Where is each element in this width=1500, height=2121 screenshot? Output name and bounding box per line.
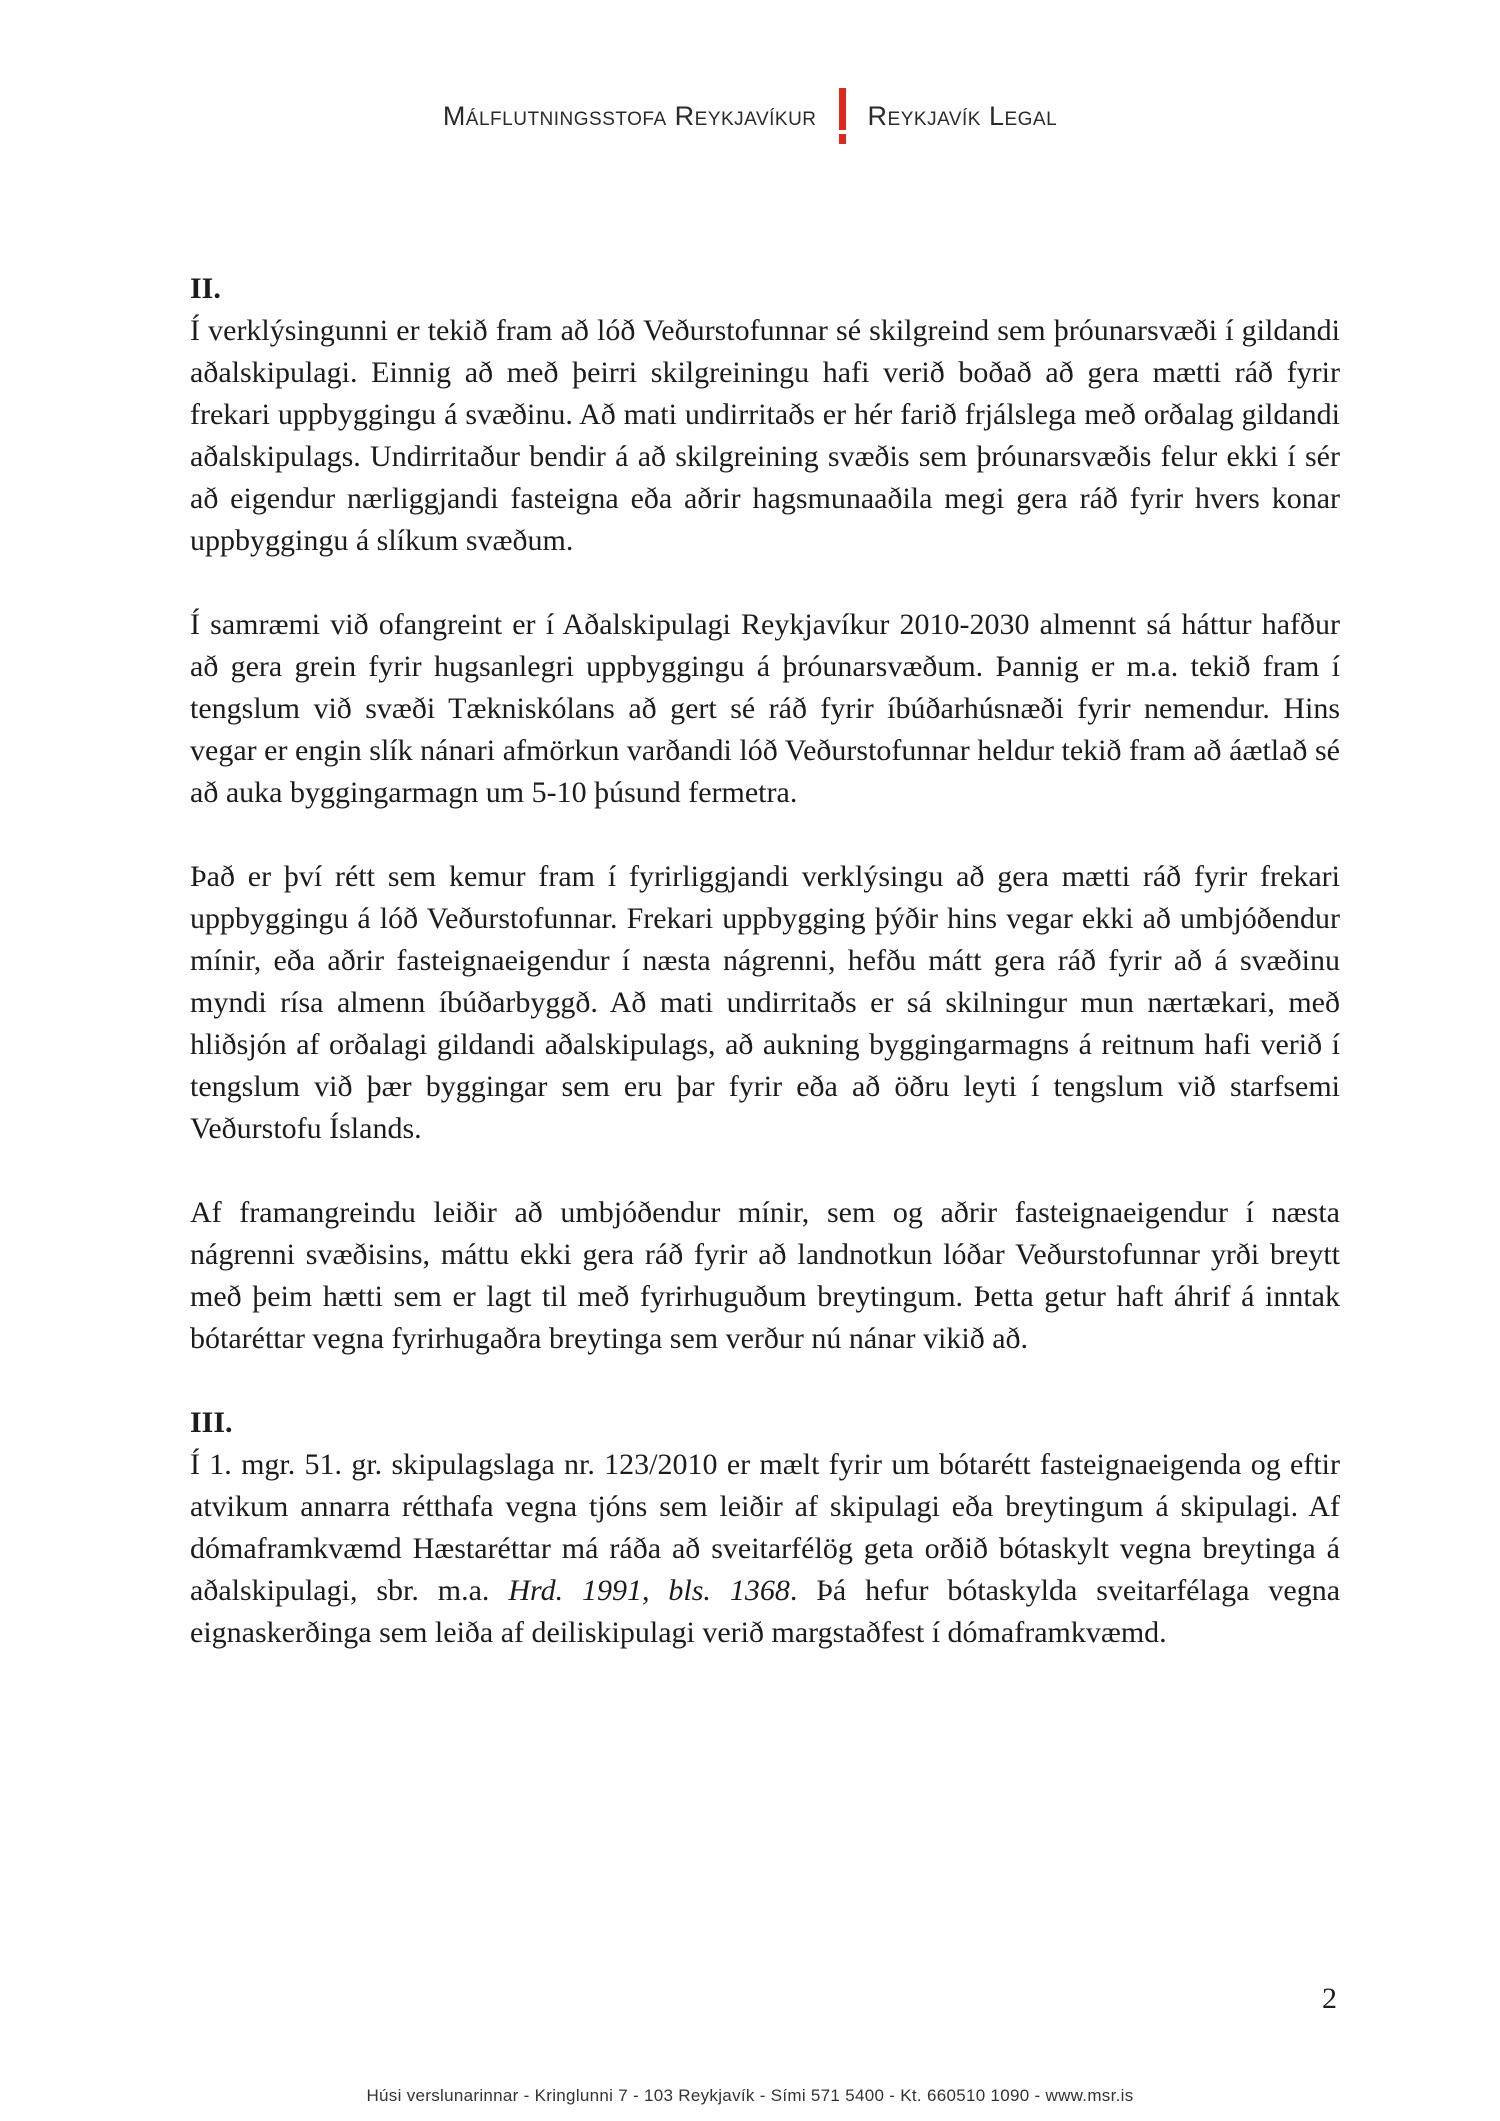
- letterhead-firm-name-icelandic: Málflutningsstofa Reykjavíkur: [442, 100, 817, 131]
- court-citation: Hrd. 1991, bls. 1368: [508, 1574, 790, 1607]
- section-ii-paragraph-4: Af framangreindu leiðir að umbjóðendur mínir, sem og aðrir fasteignaeigendur í næsta nágrenni svæðisins, máttu ekki gera ráð fyrir að landnotkun lóðar Veðurstofunnar yrði breytt með þeim hætti sem er lagt til með fyrirhuguðum breytingum. Þetta getur haft áhrif á inntak bótaréttar vegna fyrirhugaðra breytinga sem verður nú nánar vikið að.: [190, 1196, 1340, 1355]
- divider-bar-bottom: [839, 134, 846, 144]
- section-heading-ii: II.: [190, 272, 221, 305]
- letter-body: [190, 268, 1340, 1696]
- letterhead-firm-name-english: Reykjavík Legal: [867, 100, 1058, 131]
- section-iii-paragraph-1: [190, 1444, 1340, 1654]
- section-ii-paragraph-2: Í samræmi við ofangreint er í Aðalskipulagi Reykjavíkur 2010-2030 almennt sá háttur hafður að gera grein fyrir hugsanlegri uppbyggingu á þróunarsvæðum. Þannig er m.a. tekið fram í tengslum við svæði Tækniskólans að gert sé ráð fyrir íbúðarhúsnæði fyrir nemendur. Hins vegar er engin slík nánari afmörkun varðandi lóð Veðurstofunnar heldur tekið fram að áætlað sé að auka byggingarmagn um 5-10 þúsund fermetra.: [190, 608, 1340, 809]
- section-iii-text-before-citation: Í 1. mgr. 51. gr. skipulagslaga nr. 123/2010 er mælt fyrir um bótarétt fasteignaeigenda og eftir atvikum annarra rétthafa vegna tjóns sem leiðir af skipulagi eða breytingum á skipulagi. Af dómaframkvæmd Hæstaréttar má ráða að sveitarfélög geta orðið bótaskylt vegna breytinga á aðalskipulagi, sbr. m.a.: [190, 1448, 1340, 1607]
- divider-bar-top: [839, 88, 846, 130]
- letterhead: [0, 88, 1500, 144]
- section-heading-iii: III.: [190, 1406, 233, 1439]
- page-number: 2: [1322, 1982, 1337, 2015]
- section-ii-paragraph-3: Það er því rétt sem kemur fram í fyrirliggjandi verklýsingu að gera mætti ráð fyrir frekari uppbyggingu á lóð Veðurstofunnar. Frekari uppbygging þýðir hins vegar ekki að umbjóðendur mínir, eða aðrir fasteignaeigendur í næsta nágrenni, hefðu mátt gera ráð fyrir að á svæðinu myndi rísa almenn íbúðarbyggð. Að mati undirritaðs er sá skilningur mun nærtækari, með hliðsjón af orðalagi gildandi aðalskipulags, að aukning byggingarmagns á reitnum hafi verið í tengslum við þær byggingar sem eru þar fyrir eða að öðru leyti í tengslum við starfsemi Veðurstofu Íslands.: [190, 860, 1340, 1145]
- letterhead-divider-mark: [839, 88, 846, 144]
- section-iii-text-after-citation: . Þá hefur bótaskylda sveitarfélaga vegna eignaskerðinga sem leiða af deiliskipulagi verið margstaðfest í dómaframkvæmd.: [190, 1574, 1341, 1649]
- section-ii-paragraph-1: Í verklýsingunni er tekið fram að lóð Veðurstofunnar sé skilgreind sem þróunarsvæði í gildandi aðalskipulagi. Einnig að með þeirri skilgreiningu hafi verið boðað að gera mætti ráð fyrir frekari uppbyggingu á svæðinu. Að mati undirritaðs er hér farið frjálslega með orðalag gildandi aðalskipulags. Undirritaður bendir á að skilgreining svæðis sem þróunarsvæðis felur ekki í sér að eigendur nærliggjandi fasteigna eða aðrir hagsmunaaðila megi gera ráð fyrir hvers konar uppbyggingu á slíkum svæðum.: [190, 314, 1340, 557]
- footer-address: Húsi verslunarinnar - Kringlunni 7 - 103 Reykjavík - Sími 571 5400 - Kt. 660510 1090 - www.msr.is: [366, 2086, 1134, 2105]
